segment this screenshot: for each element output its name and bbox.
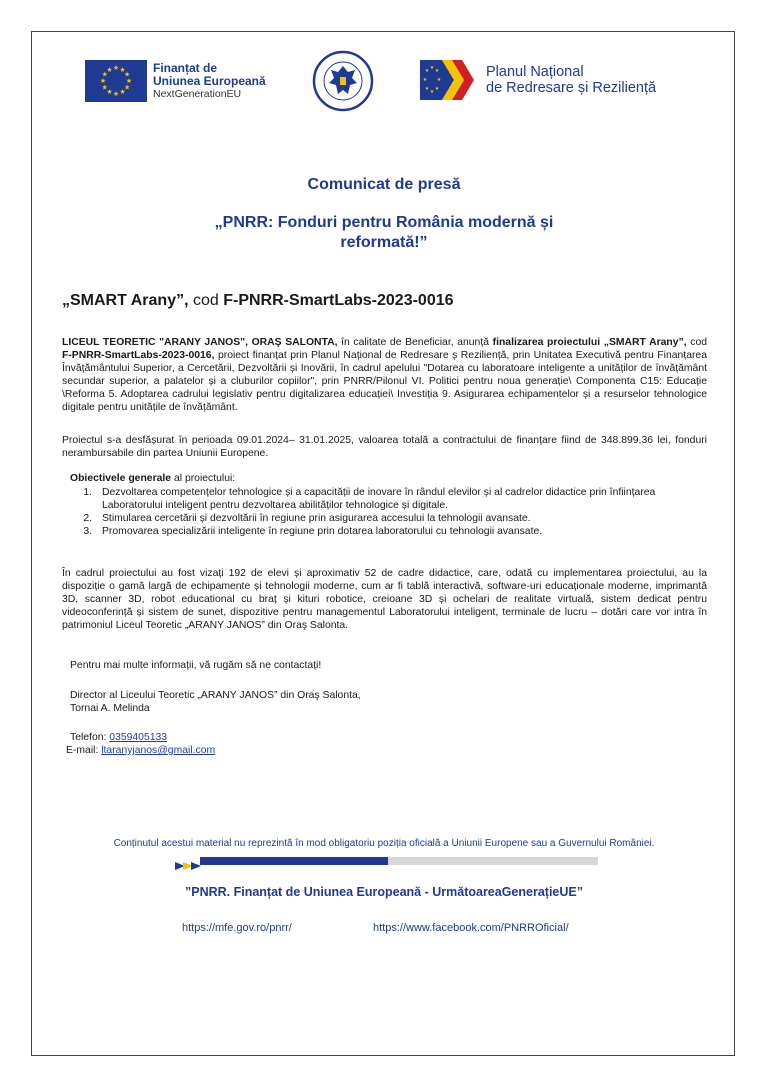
- disclaimer-text: Conținutul acestui material nu reprezintă în mod obligatoriu poziția oficială a Uniunii Europene sau a Guvernului României.: [113, 838, 655, 849]
- svg-text:★: ★: [429, 65, 435, 71]
- email-label: E-mail:: [66, 745, 102, 756]
- svg-text:★: ★: [434, 68, 440, 74]
- objectives-heading-bold: Obiectivele generale: [70, 473, 172, 484]
- list-item: [70, 486, 710, 512]
- intro-text-a: în calitate de Beneficiar, anunță: [337, 337, 493, 348]
- svg-text:★: ★: [101, 83, 108, 92]
- intro-paragraph: [62, 336, 707, 414]
- eu-logo-line2: Uniunea Europeană: [153, 73, 266, 88]
- phone-label: Telefon:: [70, 732, 110, 743]
- svg-text:★: ★: [119, 88, 126, 97]
- pnrr-logo-line1: Planul Național: [486, 64, 584, 80]
- svg-text:★: ★: [429, 89, 435, 95]
- svg-text:★: ★: [101, 70, 108, 79]
- phone-line: [70, 732, 167, 743]
- svg-text:★: ★: [436, 77, 442, 83]
- project-cod-label: cod: [188, 292, 224, 309]
- svg-text:★: ★: [119, 65, 126, 74]
- intro-project-code: F-PNRR-SmartLabs-2023-0016,: [62, 350, 215, 361]
- footer-bar-blue: [200, 857, 388, 865]
- svg-text:★: ★: [112, 90, 120, 98]
- project-heading: [62, 292, 454, 310]
- eu-flag-icon: [85, 60, 147, 102]
- intro-text-c: proiect finanțat prin Planul Național de Redresare ș Reziliență, prin Unitatea Executivă pentru Finanțarea Învățământului Superior, a Cercetării, Dezvoltării și Inovării, în cadrul apelului "Dotarea cu laboratoare inteligente a unităților de învățământ secundar superior, a palatelor și a cluburilor copiilor", prin PNRR/Pilonul VI. Politici pentru noua generație\ Componenta C15: Educație \Reforma 5. Adoptarea cadrului legislativ pentru digitalizarea educației\ Investiția 9. Asigurarea echipamentelor și a resurselor tehnologice digitale pentru unitățile de învățământ.: [62, 350, 707, 413]
- list-item-text: Promovarea specializării inteligente în regiune prin dotarea laboratorului cu tehnologii avansate.: [102, 526, 543, 537]
- list-item-text: Dezvoltarea competențelor tehnologice și a capacității de inovare în rândul elevilor și al cadrelor didactice prin înființarea Laboratorului inteligent pentru dezvoltarea abilităților tehnologice și digitale.: [102, 487, 656, 511]
- svg-text:★: ★: [112, 64, 120, 72]
- list-item-text: Stimularea cercetării și dezvoltării în regiune prin asigurarea accesului la tehnologii avansate.: [102, 513, 531, 524]
- svg-text:★: ★: [124, 70, 131, 79]
- list-item-number: 3.: [83, 526, 92, 537]
- subtitle-line1: „PNRR: Fonduri pentru România modernă și: [214, 214, 554, 231]
- eu-logo-line1: Finanțat de: [153, 60, 218, 75]
- equipment-paragraph: În cadrul proiectului au fost vizați 192 de elevi și aproximativ 52 de cadre didactice, care, odată cu implementarea proiectului, au la dispoziție o gamă largă de echipamente și tehnologii moderne, cum ar fi tablă interactivă, software-uri educaționale moderne, imprimantă 3D, scanner 3D, robot educational cu braț și kituri robotice, creioane 3D și ochelari de realitate virtuală, sistem dedicat pentru videoconferință și sistem de sunet, dispozitive pentru managementul Laboratorului inteligent, terminale de lucru – dotări care vor intra în patrimoniul Liceul Teoretic „ARANY JANOS” din Oraş Salonta.: [62, 568, 707, 631]
- pnrr-flag-icon: [420, 60, 478, 100]
- page-subtitle: [0, 213, 768, 253]
- list-item: [70, 525, 710, 538]
- svg-text:★: ★: [124, 83, 131, 92]
- project-name: „SMART Arany”,: [62, 292, 189, 309]
- svg-text:★: ★: [434, 86, 440, 92]
- period-paragraph: Proiectul s-a desfășurat în perioada 09.01.2024– 31.01.2025, valoarea totală a contractului de finanțare fiind de 348.899,36 lei, fonduri nerambursabile din partea Uniunii Europene.: [62, 435, 707, 459]
- objectives-list: [70, 486, 710, 538]
- eu-funding-logo: [85, 60, 266, 102]
- eu-logo-line3: NextGenerationEU: [153, 87, 242, 100]
- director-title: Director al Liceului Teoretic „ARANY JANOS” din Oraş Salonta,: [70, 690, 361, 701]
- footer-bar-grey: [388, 857, 598, 865]
- contact-info-text: Pentru mai multe informații, vă rugăm să ne contactați!: [70, 660, 322, 671]
- objectives-heading: [70, 473, 235, 484]
- intro-text-b: cod: [686, 337, 707, 348]
- director-name: Tornai A. Melinda: [70, 703, 150, 714]
- email-link[interactable]: ltaranyjanos@gmail.com: [101, 745, 216, 756]
- svg-text:★: ★: [125, 77, 133, 85]
- pnrr-logo-line2: de Redresare și Reziliență: [486, 80, 657, 96]
- beneficiary-name: LICEUL TEORETIC "ARANY JANOS", ORAŞ SALONTA,: [62, 337, 338, 348]
- list-item-number: 1.: [83, 487, 92, 498]
- objectives-heading-rest: al proiectului:: [171, 473, 236, 484]
- list-item-number: 2.: [83, 513, 92, 524]
- project-finalization: finalizarea proiectului „SMART Arany”,: [492, 337, 687, 348]
- svg-text:★: ★: [422, 77, 428, 83]
- page-title: Comunicat de presă: [307, 176, 461, 193]
- svg-text:★: ★: [106, 88, 113, 97]
- subtitle-line2: reformată!”: [340, 234, 428, 251]
- phone-link[interactable]: 0359405133: [109, 732, 168, 743]
- email-line: [66, 745, 215, 756]
- project-code: F-PNRR-SmartLabs-2023-0016: [223, 292, 454, 309]
- pnrr-logo: [420, 60, 656, 100]
- footer-link-facebook[interactable]: https://www.facebook.com/PNRROficial/: [373, 922, 569, 934]
- list-item: [70, 512, 710, 525]
- svg-text:★: ★: [424, 86, 430, 92]
- svg-text:★: ★: [99, 77, 107, 85]
- footer-link-mfe[interactable]: https://mfe.gov.ro/pnrr/: [182, 922, 292, 934]
- svg-text:★: ★: [424, 68, 430, 74]
- svg-text:★: ★: [106, 65, 113, 74]
- footer-slogan: ”PNRR. Finanțat de Uniunea Europeană - UrmătoareaGenerațieUE”: [184, 885, 583, 899]
- government-seal-icon: [312, 50, 374, 112]
